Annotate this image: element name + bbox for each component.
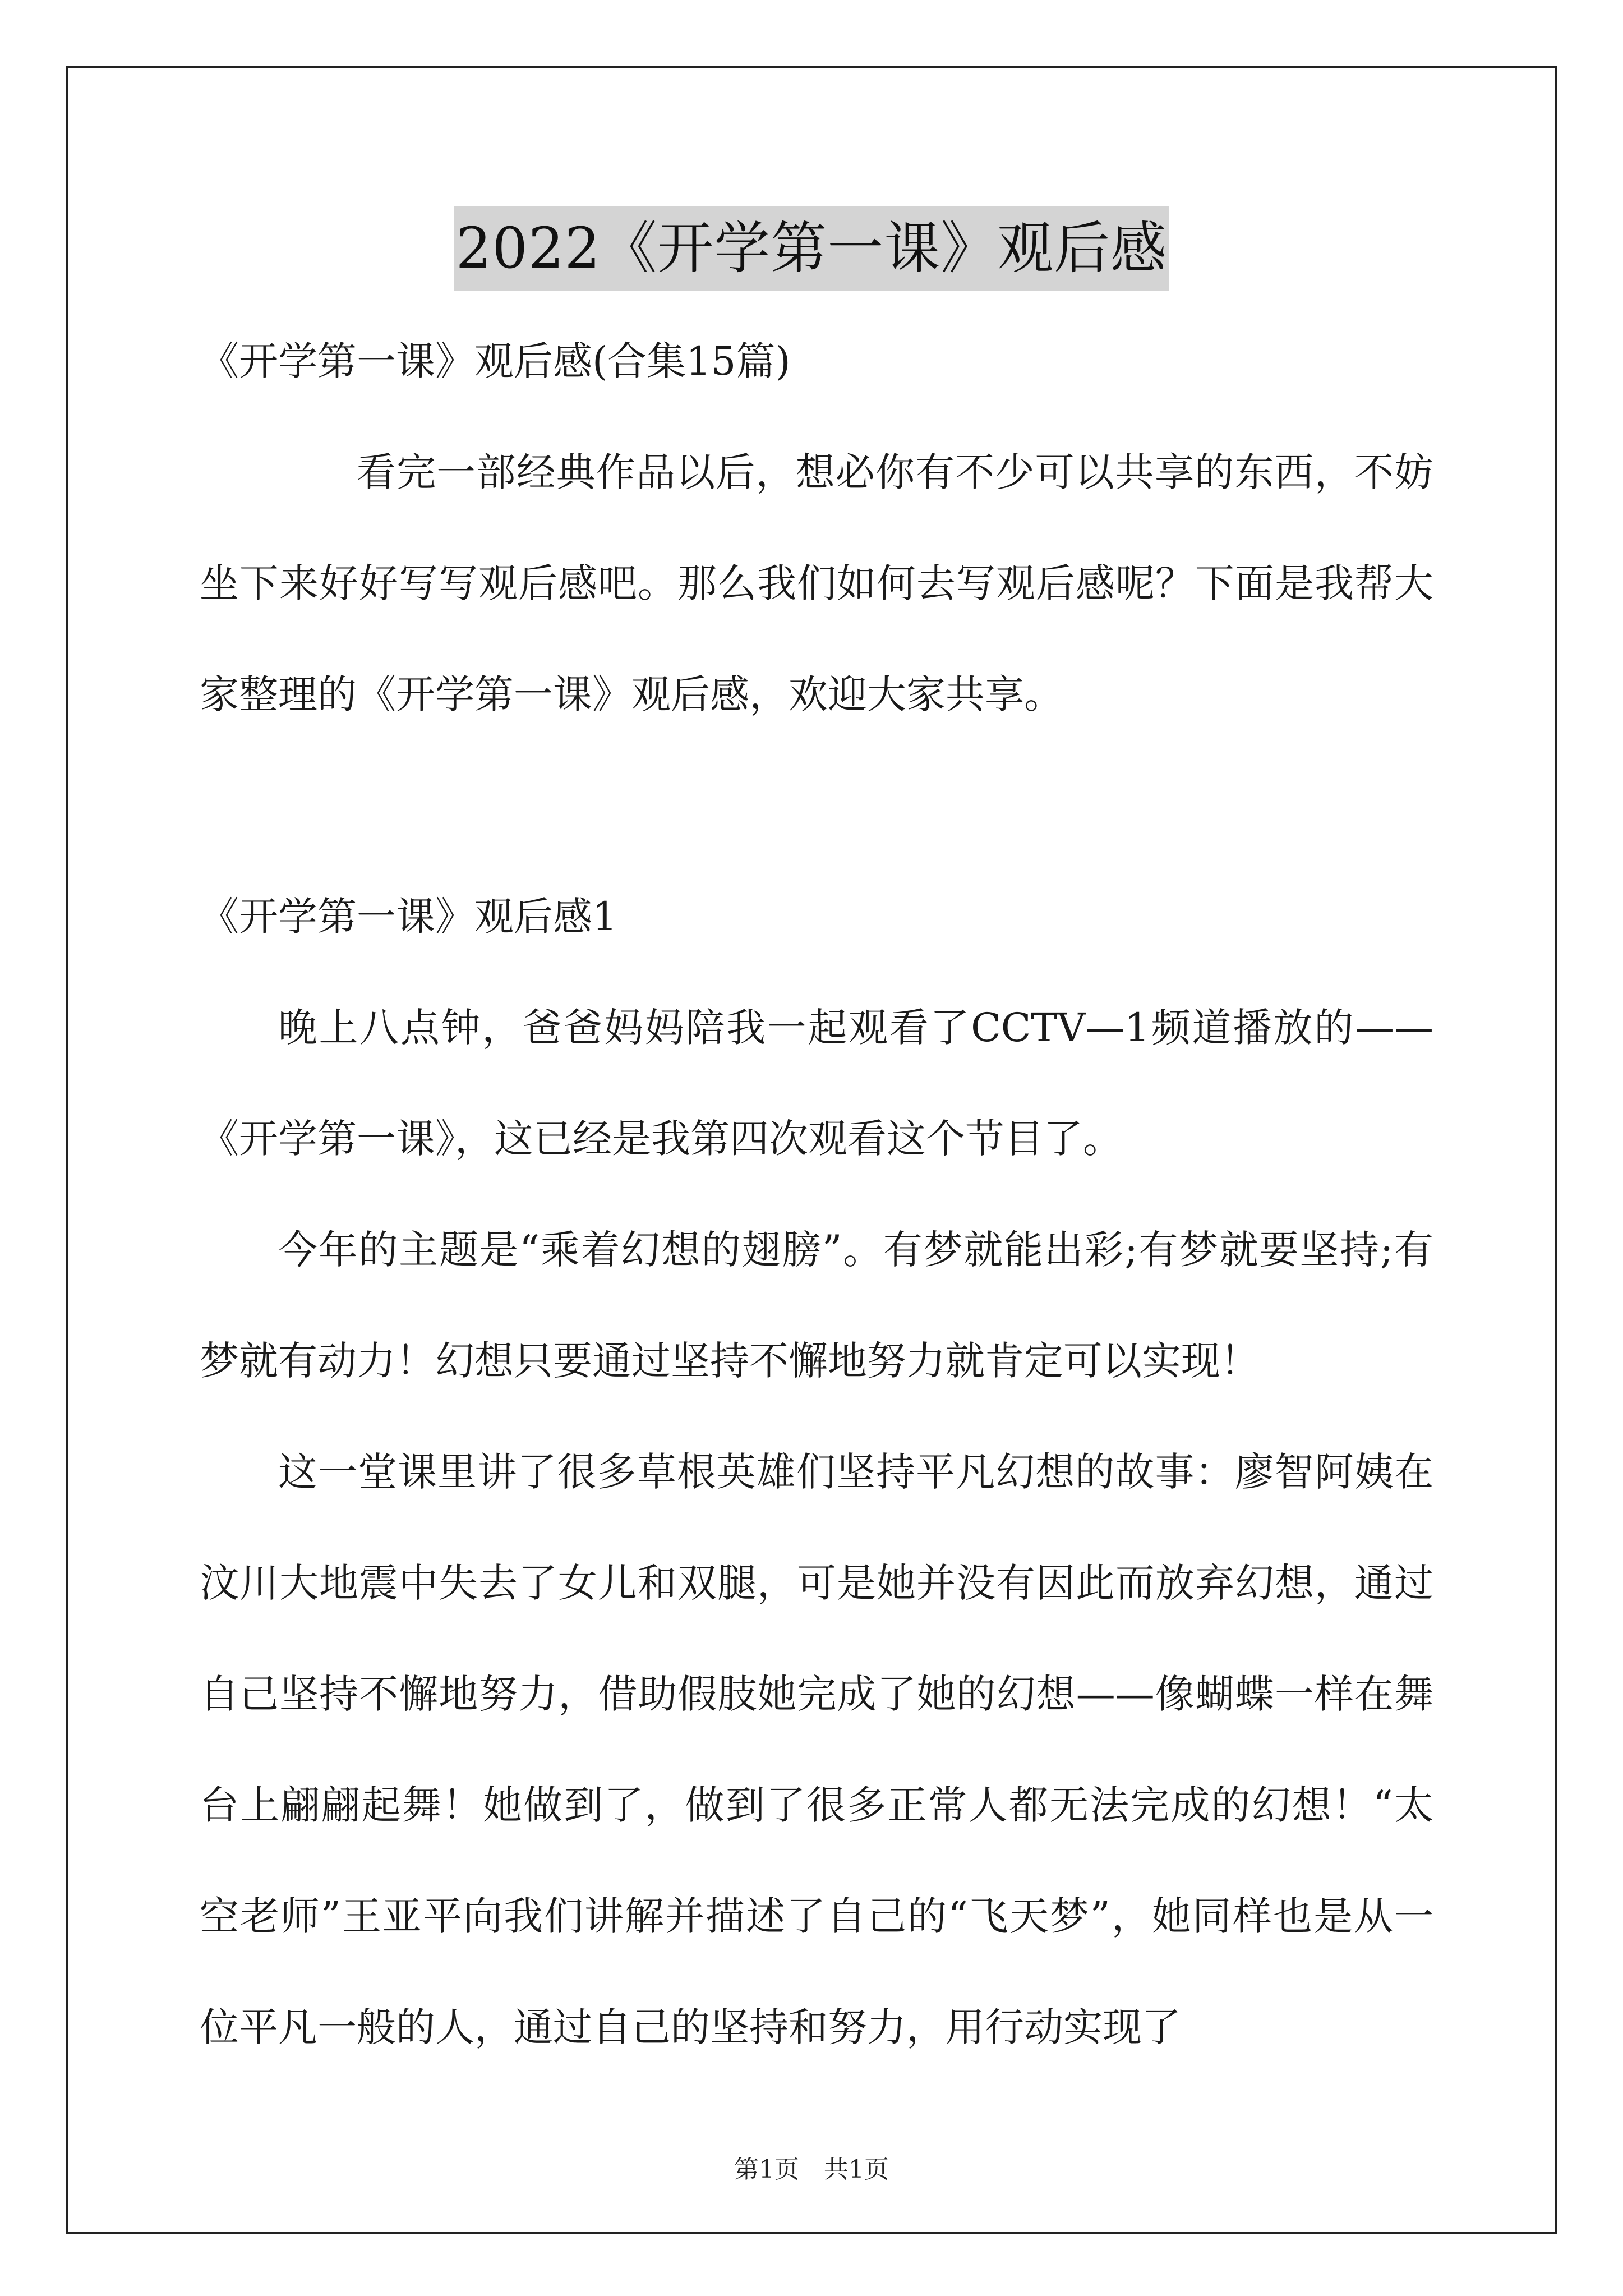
body-paragraph-1: 晚上八点钟，爸爸妈妈陪我一起观看了CCTV—1频道播放的——《开学第一课》，这已经是我第四次观看这个节目了。 (200, 1005, 1433, 1162)
intro-paragraph: 看完一部经典作品以后，想必你有不少可以共享的东西，不妨坐下来好好写写观后感吧。那么我们如何去写观后感呢？下面是我帮大家整理的《开学第一课》观后感，欢迎大家共享。 (200, 449, 1433, 717)
body-paragraph-2: 今年的主题是“乘着幻想的翅膀”。有梦就能出彩;有梦就要坚持;有梦就有动力！幻想只要通过坚持不懈地努力就肯定可以实现！ (200, 1227, 1433, 1384)
document-body (200, 306, 1433, 2083)
body-paragraph-3: 这一堂课里讲了很多草根英雄们坚持平凡幻想的故事：廖智阿姨在汶川大地震中失去了女儿和双腿，可是她并没有因此而放弃幻想，通过自己坚持不懈地努力，借助假肢她完成了她的幻想——像蝴蝶一样在舞台上翩翩起舞！她做到了，做到了很多正常人都无法完成的幻想！“太空老师”王亚平向我们讲解并描述了自己的“飞天梦”，她同样也是从一位平凡一般的人，通过自己的坚持和努力，用行动实现了 (200, 1449, 1433, 2050)
page-total: 共1页 (824, 2155, 889, 2184)
page-footer (0, 2153, 1623, 2187)
document-subtitle: 《开学第一课》观后感(合集15篇) (200, 338, 791, 384)
document-title: 2022《开学第一课》观后感 (454, 206, 1170, 291)
page-number: 第1页 (734, 2155, 799, 2184)
title-container (0, 206, 1623, 291)
section-heading: 《开学第一课》观后感1 (200, 894, 617, 940)
